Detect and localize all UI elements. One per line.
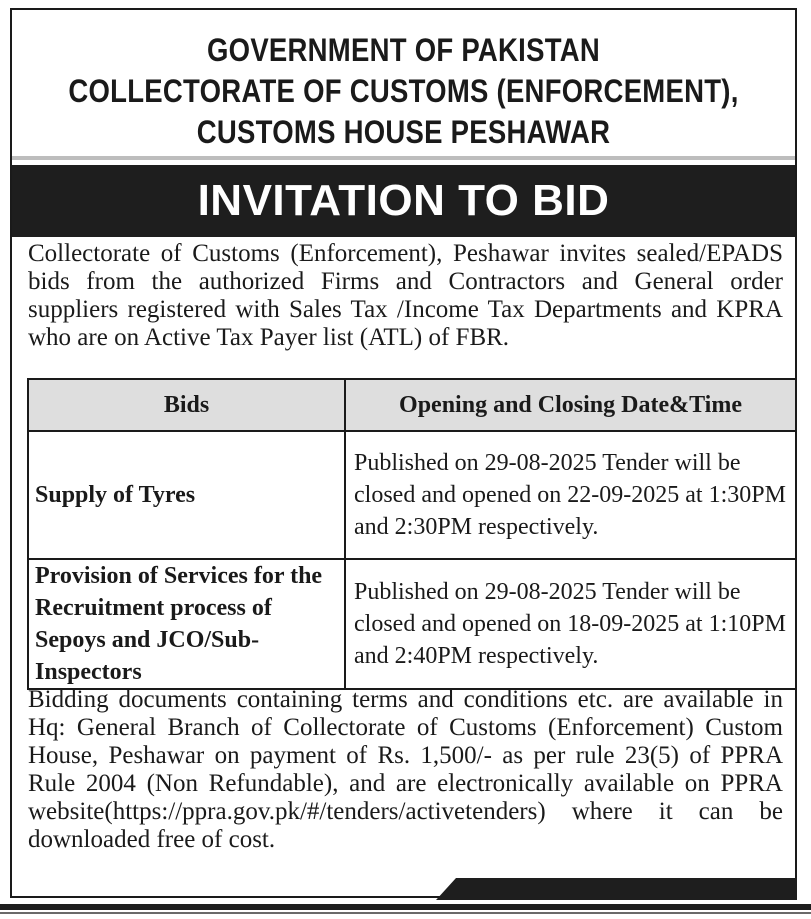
terms-text: Bidding documents containing terms and conditions etc. are available in Hq: General Branch of Collectorate of Customs (Enforcement) Custom House, Peshawar on payment of Rs. 1,500/- as per rule 23(5) of PPRA Rule 2004 (Non Refundable), and are electronically available on PPRA website(https://ppra.gov.pk/#/tenders/activetenders) where it can be downloaded free of cost. [28,686,783,853]
bottom-rule-thin [0,912,811,914]
column-header-bids: Bids [28,379,345,431]
bid-name-cell: Provision of Services for the Recruitment process of Sepoys and JCO/Sub-Inspectors [28,559,345,689]
bottom-rule [0,904,811,910]
decorative-bottom-tab [436,878,797,900]
bid-detail-cell: Published on 29-08-2025 Tender will be closed and opened on 18-09-2025 at 1:10PM and 2:40PM respectively. [345,559,796,689]
intro-paragraph [28,240,783,352]
terms-paragraph [28,686,783,854]
banner-title: INVITATION TO BID [12,165,795,237]
header [67,10,740,153]
column-header-dates: Opening and Closing Date&Time [345,379,796,431]
bid-detail-cell: Published on 29-08-2025 Tender will be closed and opened on 22-09-2025 at 1:30PM and 2:30PM respectively. [345,431,796,559]
header-divider [12,156,795,160]
header-line-customs-house: CUSTOMS HOUSE PESHAWAR [196,114,611,150]
bids-table [27,378,797,690]
advertisement-frame [10,8,797,898]
table-row [28,431,796,559]
intro-text: Collectorate of Customs (Enforcement), Peshawar invites sealed/EPADS bids from the authorized Firms and Contractors and General order suppliers registered with Sales Tax /Income Tax Departments and KPRA who are on Active Tax Payer list (ATL) of FBR. [28,240,783,351]
table-row [28,559,796,689]
table-header-row [28,379,796,431]
header-line-collectorate: COLLECTORATE OF CUSTOMS (ENFORCEMENT), [68,73,739,109]
bid-name-cell: Supply of Tyres [28,431,345,559]
header-line-government: GOVERNMENT OF PAKISTAN [206,32,600,68]
